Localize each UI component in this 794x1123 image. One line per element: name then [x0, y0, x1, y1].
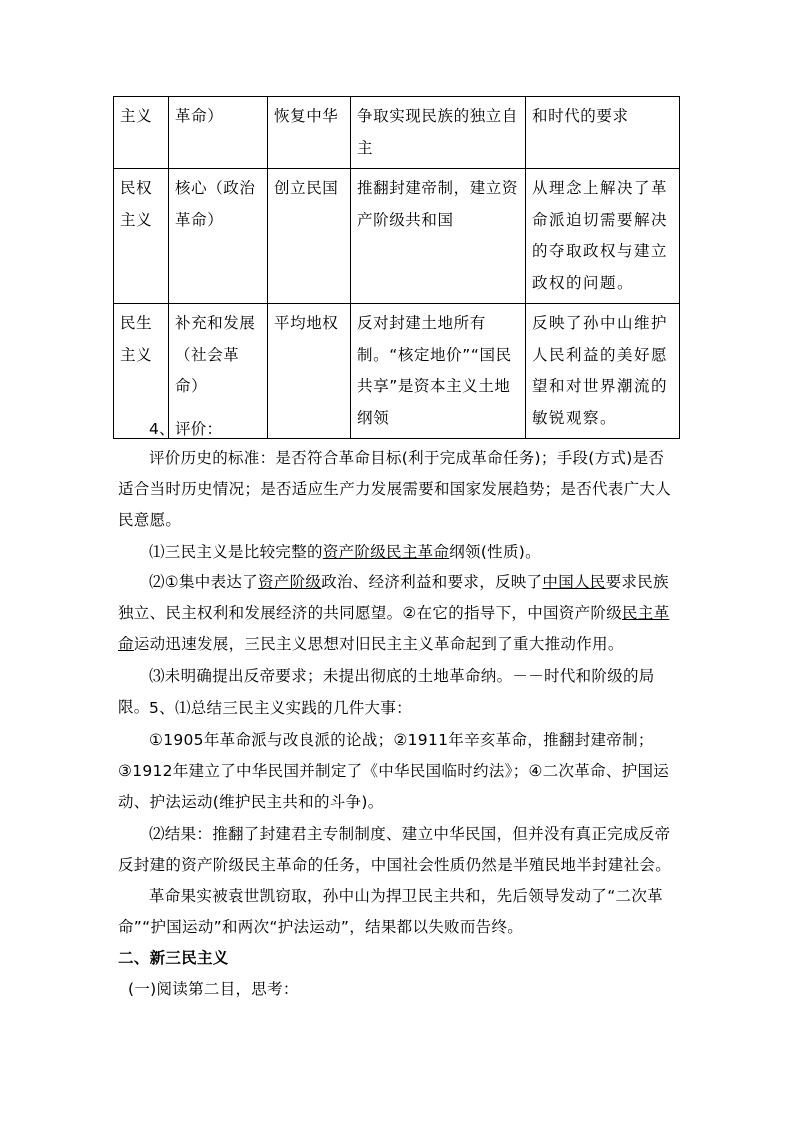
section-5-heading: 5、⑴总结三民主义实践的几件大事： [149, 699, 412, 717]
comparison-table [113, 96, 680, 439]
table-cell: 创立民国 [268, 169, 351, 304]
table-row [114, 97, 680, 169]
underlined-term: 资产阶级 [258, 573, 322, 591]
section-4-heading: 4、评价： [149, 420, 223, 438]
paragraph-3: ⑶未明确提出反帝要求；未提出彻底的土地革命纳。－－时代和阶级的局限。 [118, 667, 655, 716]
table-cell: 反映了孙中山维护人民利益的美好愿望和对世界潮流的敏锐观察。 [526, 304, 680, 439]
section-2-subtitle: (一)阅读第二目，思考： [128, 980, 299, 998]
table-row [114, 169, 680, 304]
table-cell: 平均地权 [268, 304, 351, 439]
table-cell: 恢复中华 [268, 97, 351, 169]
text-run: ⑵①集中表达了 [149, 573, 258, 591]
text-run: 纲领(性质)。 [449, 543, 541, 561]
text-run: ⑴三民主义是比较完整的 [149, 543, 323, 561]
events-list: ①1905年革命派与改良派的论战；②1911年辛亥革命，推翻封建帝制；③1912年建立了中华民国并制定了《中华民国临时约法》；④二次革命、护国运动、护法运动(维护民主共和的斗争)。 [118, 731, 670, 811]
underlined-term: 资产阶级民主革命 [322, 543, 450, 561]
underlined-term: 民主革命 [118, 604, 670, 653]
table-cell: 民生主义 [114, 304, 169, 439]
evaluation-criteria: 评价历史的标准：是否符合革命目标(利于完成革命任务)；手段(方式)是否适合当时历史情况；是否适应生产力发展需要和国家发展趋势；是否代表广大人民意愿。 [118, 449, 672, 529]
table-cell: 反对封建土地所有制。“核定地价”“国民共享”是资本主义土地纲领 [351, 304, 526, 439]
result-paragraph: ⑵结果：推翻了封建君主专制制度、建立中华民国，但并没有真正完成反帝反封建的资产阶级民主革命的任务，中国社会性质仍然是半殖民地半封建社会。 [118, 825, 672, 874]
table-cell: 革命） [169, 97, 268, 169]
section-2-title: 二、新三民主义 [118, 949, 229, 967]
text-run: 政治、经济利益和要求，反映了 [321, 573, 543, 591]
table-cell: 推翻封建帝制，建立资产阶级共和国 [351, 169, 526, 304]
note-paragraph: 革命果实被袁世凯窃取，孙中山为捍卫民主共和，先后领导发动了“二次革命”“护国运动”和两次“护法运动”，结果都以失败而告终。 [118, 887, 663, 936]
paragraph-1 [118, 537, 678, 568]
text-run: 要求民族独立、民主权利和发展经济的共同愿望。②在它的指导下，中国资产阶级 [118, 573, 669, 622]
text-run: 运动迅速发展，三民主义思想对旧民主主义革命起到了重大推动作用。 [133, 635, 624, 653]
paragraph-2 [118, 567, 678, 660]
table-cell: 争取实现民族的独立自主 [351, 97, 526, 169]
table-cell: 补充和发展（社会革命） [169, 304, 268, 439]
table-cell: 从理念上解决了革命派迫切需要解决的夺取政权与建立政权的问题。 [526, 169, 680, 304]
table-cell: 核心（政治革命） [169, 169, 268, 304]
table-cell: 和时代的要求 [526, 97, 680, 169]
underlined-term: 中国人民 [542, 573, 606, 591]
table-cell: 民权主义 [114, 169, 169, 304]
table-cell: 主义 [114, 97, 169, 169]
